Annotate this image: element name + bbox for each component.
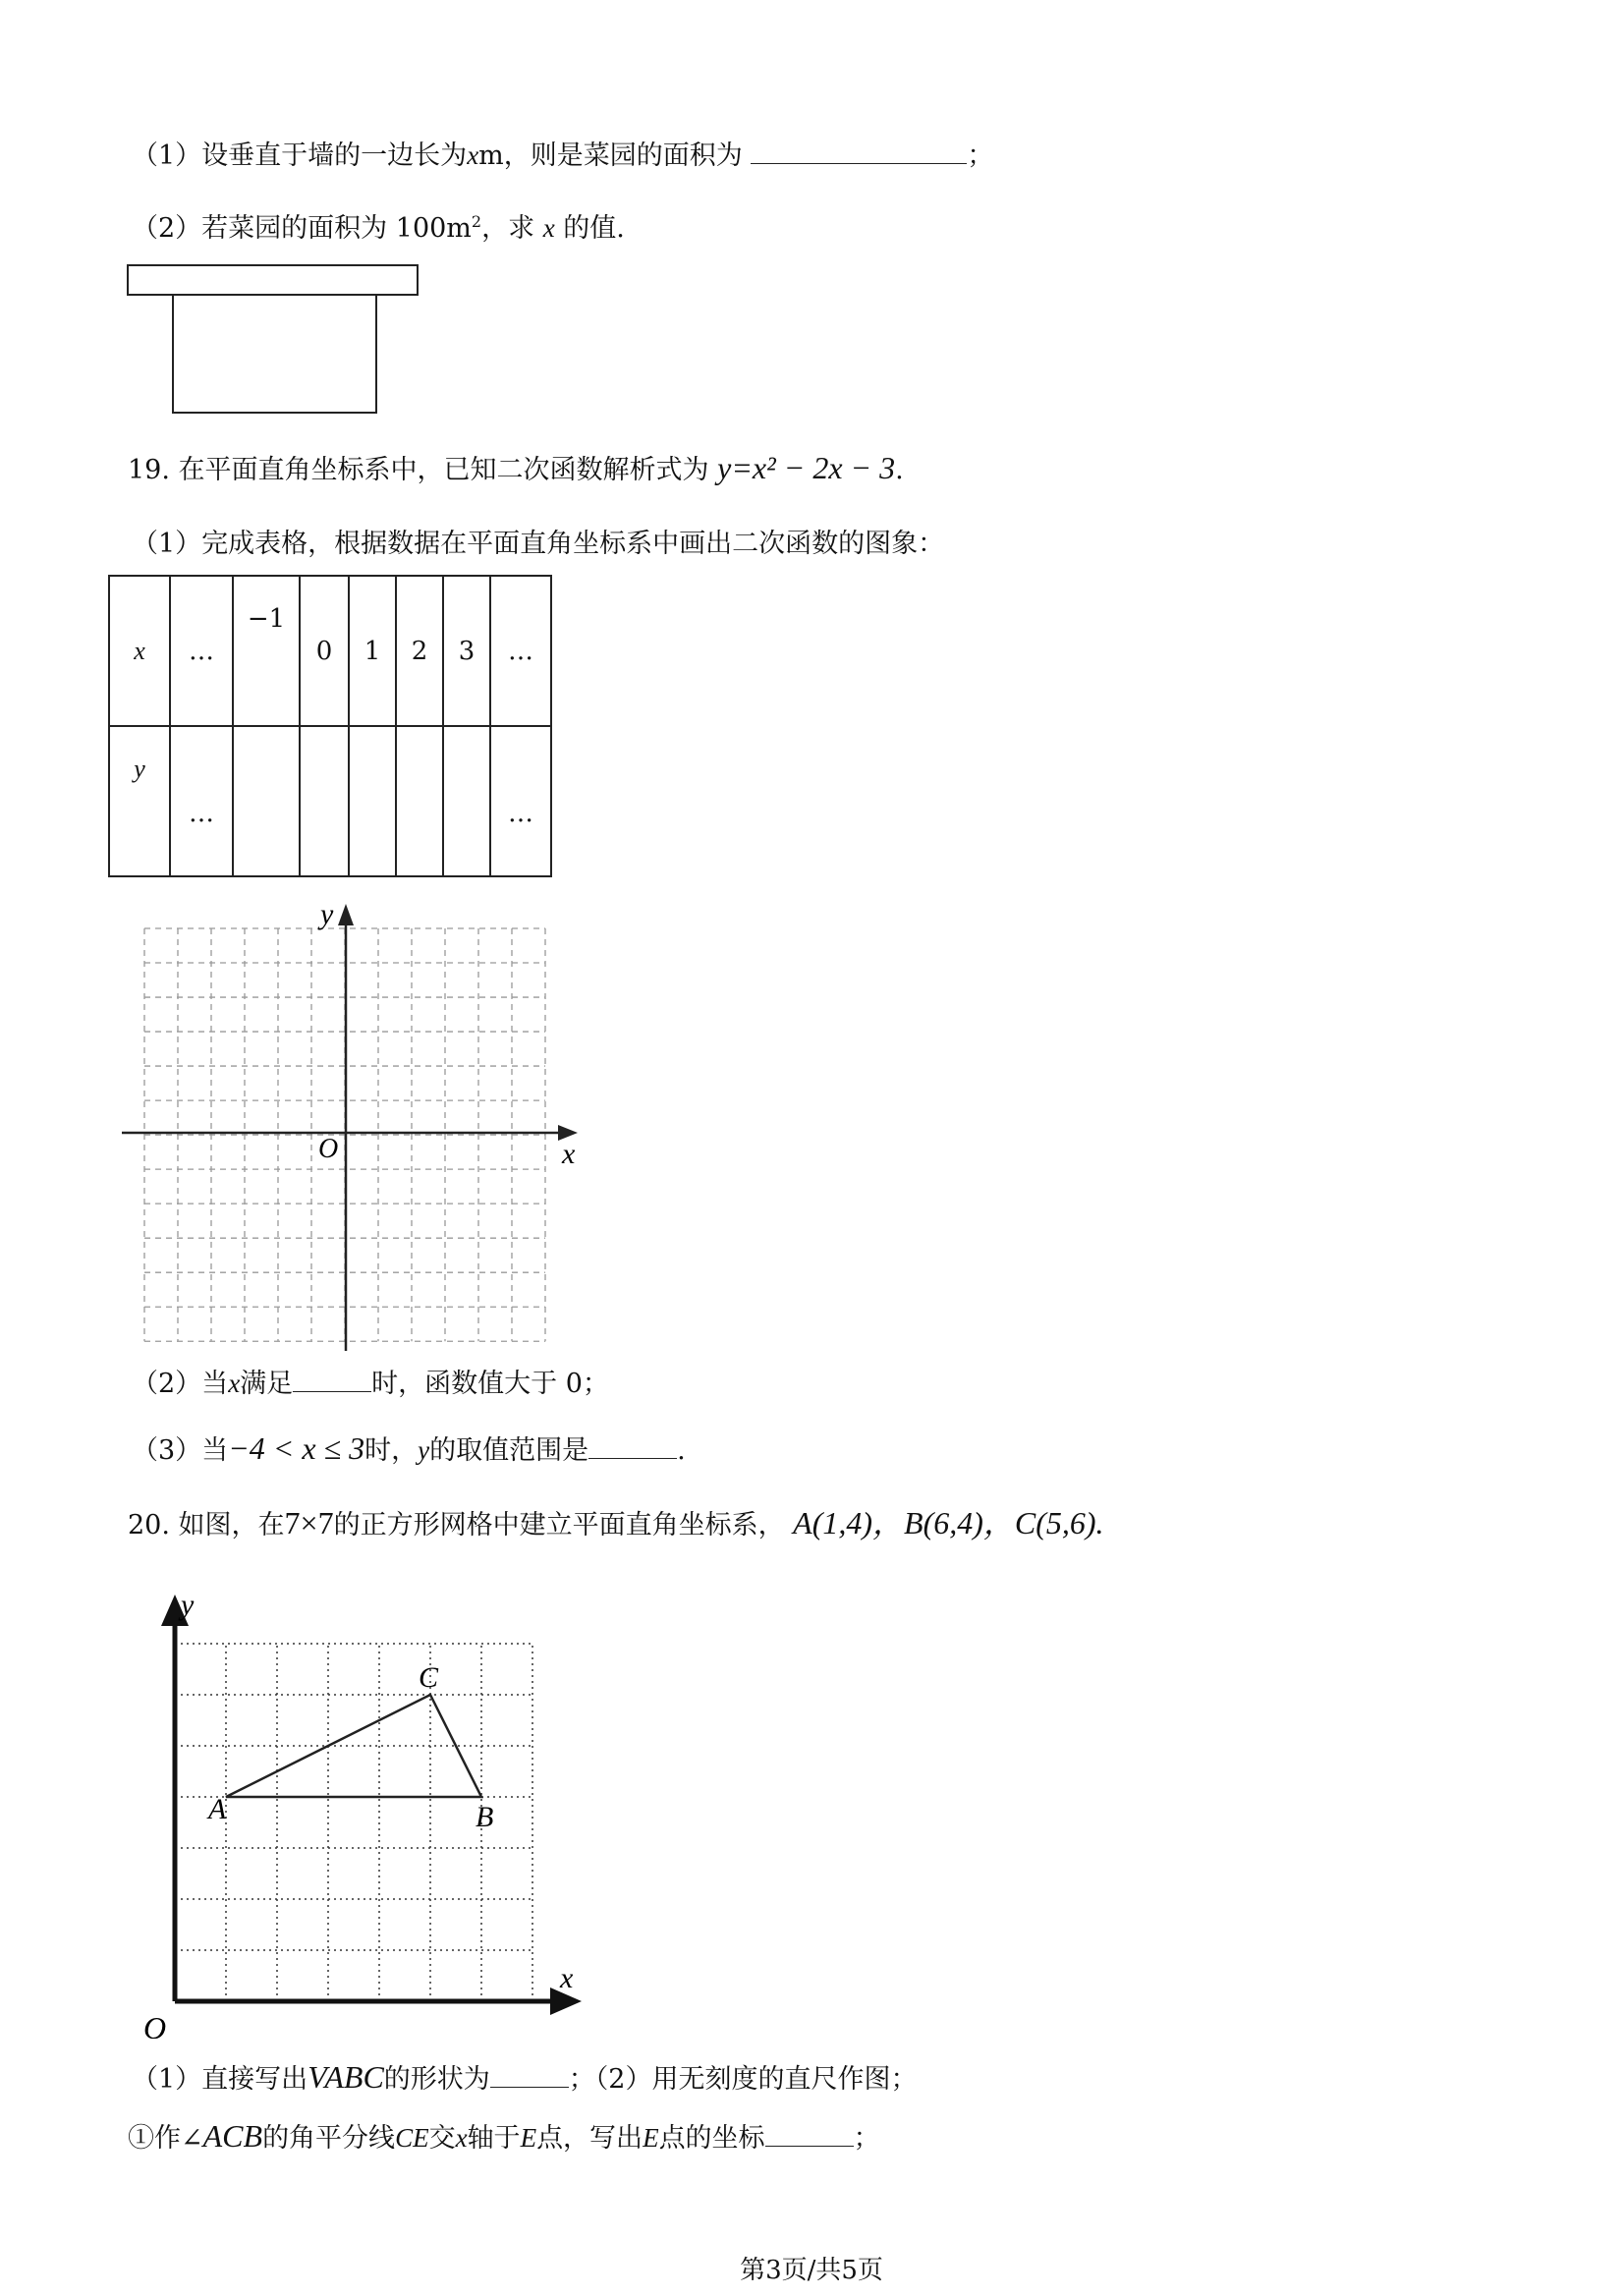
triangle-figure xyxy=(128,1577,599,2039)
origin-label: O xyxy=(143,2010,167,2039)
point-label-c: C xyxy=(419,1661,439,1694)
table-cell[interactable] xyxy=(233,726,300,876)
q19-formula: y=x² − 2x − 3 xyxy=(717,450,896,485)
q20-stem: 20. 如图，在7×7的正方形网格中建立平面直角坐标系， A(1,4)，B(6,4)，C(5,6). xyxy=(128,1505,1104,1540)
table-cell: … xyxy=(490,576,551,726)
garden-rect xyxy=(173,295,376,413)
table-cell: … xyxy=(170,576,233,726)
table-y-label: y xyxy=(109,726,170,876)
table-cell: 0 xyxy=(300,576,349,726)
q18-part2: （2）若菜园的面积为 $100m^2$，求 x 的值. xyxy=(132,212,625,244)
q18-part1: （1）设垂直于墙的一边长为xm，则是菜园的面积为 ； xyxy=(132,138,993,174)
coordinate-grid xyxy=(108,884,599,1356)
q19-stem: 19. 在平面直角坐标系中，已知二次函数解析式为 y=x² − 2x − 3. xyxy=(128,450,904,485)
wall-rect xyxy=(128,265,418,295)
table-cell[interactable] xyxy=(443,726,490,876)
point-label-b: B xyxy=(476,1801,494,1833)
q19-part3: （3）当−4 < x ≤ 3时，y的取值范围是 . xyxy=(132,1430,686,1466)
q19-part1: （1）完成表格，根据数据在平面直角坐标系中画出二次函数的图象： xyxy=(132,529,945,559)
y-axis-arrow xyxy=(338,904,354,925)
answer-blank[interactable] xyxy=(490,2061,569,2088)
table-cell: 3 xyxy=(443,576,490,726)
table-cell: … xyxy=(170,726,233,876)
q20-part1: （1）直接写出VABC的形状为 ；（2）用无刻度的直尺作图； xyxy=(132,2059,918,2095)
answer-blank[interactable] xyxy=(293,1366,371,1392)
q20-part2-1: ①作∠ACB的角平分线CE交x轴于E点，写出E点的坐标 ； xyxy=(128,2118,880,2154)
answer-blank[interactable] xyxy=(765,2120,854,2147)
value-table xyxy=(108,575,552,877)
garden-figure xyxy=(118,257,432,420)
table-cell[interactable] xyxy=(349,726,396,876)
origin-label: O xyxy=(318,1134,339,1164)
x-axis-label: x xyxy=(560,1962,574,1994)
x-axis-label: x xyxy=(562,1138,576,1170)
table-x-label: x xyxy=(109,576,170,726)
answer-blank[interactable] xyxy=(751,138,967,164)
table-cell[interactable] xyxy=(300,726,349,876)
table-cell: 1 xyxy=(349,576,396,726)
q19-part2: （2）当x满足 时，函数值大于 0； xyxy=(132,1366,609,1402)
table-cell: … xyxy=(490,726,551,876)
page-footer: 第3页/共5页 xyxy=(740,2256,883,2285)
point-label-a: A xyxy=(208,1793,227,1825)
table-cell: 2 xyxy=(396,576,443,726)
table-cell[interactable] xyxy=(396,726,443,876)
y-axis-label: y xyxy=(181,1589,195,1621)
table-cell: −1 xyxy=(233,576,300,726)
y-axis-label: y xyxy=(320,898,334,930)
answer-blank[interactable] xyxy=(588,1432,677,1459)
